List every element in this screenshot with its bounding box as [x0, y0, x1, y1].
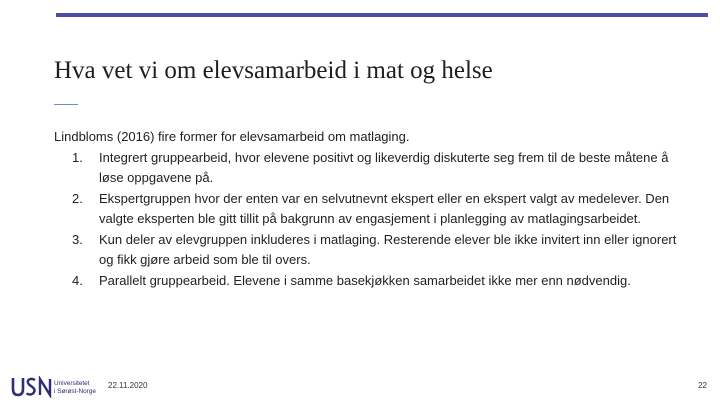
list-item-number: 3.	[72, 232, 83, 247]
title-underline	[54, 104, 78, 105]
logo-text-line1: Universitetet	[54, 380, 90, 387]
list-item-text: Integrert gruppearbeid, hvor elevene positivt og likeverdig diskuterte seg frem til de beste måtene å løse oppgavene på.	[99, 150, 669, 185]
slide-title: Hva vet vi om elevsamarbeid i mat og helse	[54, 57, 493, 84]
list-item	[54, 189, 694, 229]
list-item	[54, 271, 694, 291]
intro-text: Lindbloms (2016) fire former for elevsamarbeid om matlaging.	[54, 129, 410, 144]
footer-date: 22.11.2020	[108, 381, 148, 390]
list-item-number: 2.	[72, 191, 83, 206]
list-item	[54, 230, 694, 270]
slide-body	[54, 127, 694, 291]
page-number: 22	[698, 381, 707, 390]
list-item-number: 1.	[72, 150, 83, 165]
top-accent-bar	[56, 13, 708, 17]
usn-logo	[10, 376, 106, 398]
list-item	[54, 148, 694, 188]
list-item-text: Ekspertgruppen hvor der enten var en selvutnevnt ekspert eller en ekspert valgt av medelever. Den valgte eksperten ble gitt tillit på bakgrunn av engasjement i planlegging av matlagingsarbeidet.	[99, 191, 670, 226]
collaboration-forms-list	[54, 148, 694, 291]
list-item-text: Kun deler av elevgruppen inkluderes i matlaging. Resterende elever ble ikke invitert inn eller ignorert og fikk gjøre arbeid som ble til overs.	[99, 232, 677, 267]
list-item-number: 4.	[72, 273, 83, 288]
logo-text-line2: i Sørøst-Norge	[54, 388, 96, 395]
list-item-text: Parallelt gruppearbeid. Elevene i samme basekjøkken samarbeidet ikke mer enn nødvendig.	[99, 273, 631, 288]
